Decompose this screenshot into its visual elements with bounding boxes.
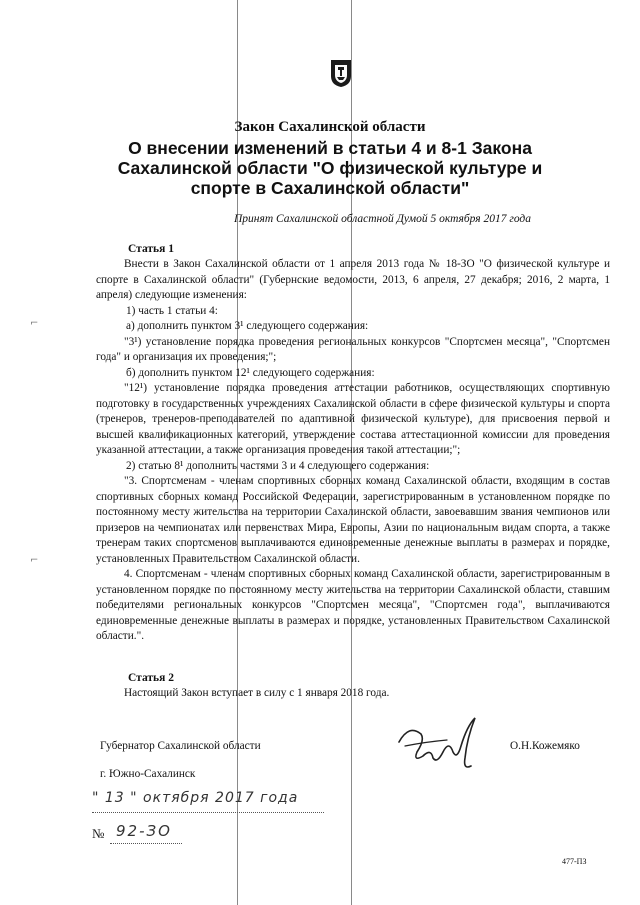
article-1-body [96, 257, 610, 645]
governor-label: Губернатор Сахалинской области [100, 740, 261, 752]
city-label: г. Южно-Сахалинск [100, 768, 196, 780]
article-1-paragraph: 1) часть 1 статьи 4: [126, 304, 218, 317]
signature-icon [395, 712, 485, 774]
law-heading-line-3: спорте в Сахалинской области" [190, 178, 470, 198]
article-2-text: Настоящий Закон вступает в силу с 1 января 2018 года. [124, 687, 390, 699]
article-2-heading: Статья 2 [128, 672, 174, 684]
law-number-label: № [92, 826, 105, 841]
article-1-paragraph: "3¹) установление порядка проведения региональных конкурсов "Спортсмен месяца", "Спортсмен года" и организация их проведения;"; [96, 335, 610, 363]
article-1-paragraph: а) дополнить пунктом 3¹ следующего содержания: [126, 320, 369, 332]
law-number: 92-ЗО [116, 822, 172, 840]
adoption-note: Принят Сахалинской областной Думой 5 октября 2017 года [234, 213, 531, 225]
law-heading-line-1: О внесении изменений в статьи 4 и 8-1 Закона [128, 138, 532, 158]
margin-mark: ⌐ [30, 318, 39, 329]
article-1-paragraph: Внести в Закон Сахалинской области от 1 апреля 2013 года № 18-ЗО "О физической культуре и спорте в Сахалинской области" (Губернские ведомости, 2013, 6 апреля, 27 декабря; 2016, 2 марта, 1 апреля) следующие изменения: [96, 258, 610, 301]
article-1-paragraph: "12¹) установление порядка проведения аттестации работников, осуществляющих спортивную подготовку в государственных учреждениях Сахалинской области в сфере физической культуры и спорта (тренеров, тренеров-преподавателей по адаптивной физической культуре), для присвоения первой и высшей квалификационных категорий, утверждение состава аттестационной комиссии для проведения указанной аттестации, а также организация проведения такой аттестации;"; [96, 382, 610, 456]
margin-mark: ⌐ [30, 555, 39, 566]
article-1-paragraph: б) дополнить пунктом 12¹ следующего содержания: [126, 366, 375, 379]
law-heading-line-2: Сахалинской области "О физической культуре и [117, 158, 543, 178]
coat-of-arms-icon [330, 58, 352, 88]
article-1-paragraph: 4. Спортсменам - членам спортивных сборных команд Сахалинской области, зарегистрированным в установленном порядке по постоянному месту жительства на территории Сахалинской области, ставшим победителями региональных конкурсов "Спортсмен месяца", "Спортсмен года", выплачиваются единовременные денежные выплаты в размерах и порядке, установленных Правительством Сахалинской области.". [96, 568, 610, 642]
article-1-paragraph: 2) статью 8¹ дополнить частями 3 и 4 следующего содержания: [126, 459, 430, 472]
article-1-heading: Статья 1 [128, 243, 174, 255]
law-title: Закон Сахалинской области [234, 119, 426, 135]
signing-date: " 13 " октября 2017 года [92, 790, 299, 806]
document-code: 477-ПЗ [562, 857, 587, 866]
governor-name: О.Н.Кожемяко [510, 740, 580, 752]
article-1-paragraph: "3. Спортсменам - членам спортивных сборных команд Сахалинской области, входящим в состав спортивных сборных команд Российской Федерации, зарегистрированным в установленном порядке по постоянному месту жительства на территории Сахалинской области, завоевавшим звания чемпионов или призеров на чемпионатах или первенствах Мира, Европы, Азии по национальным видам спорта, а также тренерам таких спортсменов выплачиваются единовременные денежные выплаты в размерах и порядке, установленных Правительством Сахалинской области. [96, 475, 610, 565]
number-underline [110, 843, 182, 844]
